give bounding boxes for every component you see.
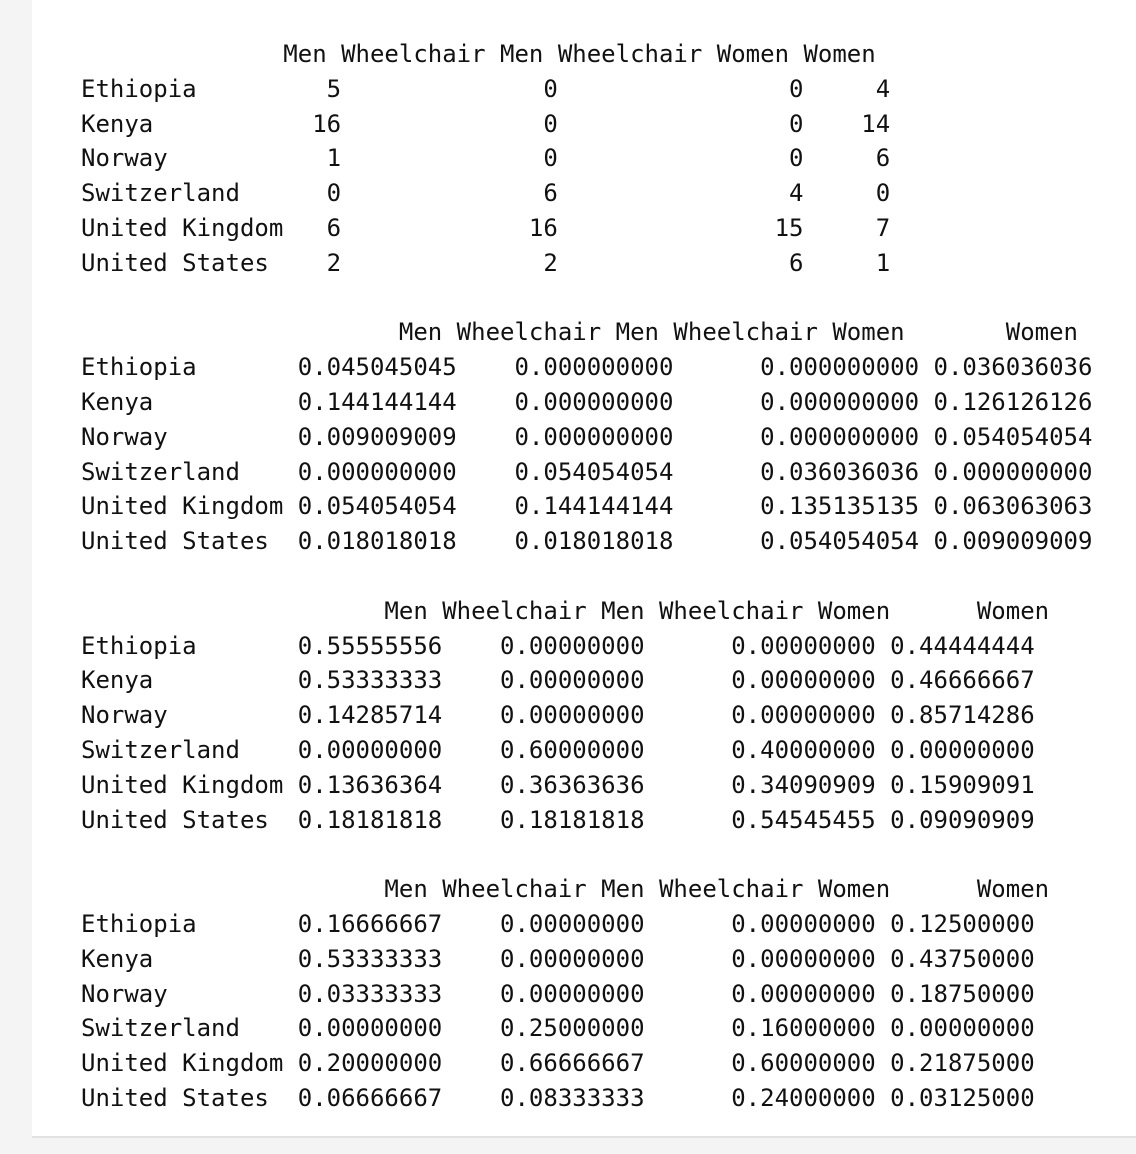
- table-row: United Kingdom 0.13636364 0.36363636 0.34090909 0.15909091: [81, 770, 1035, 799]
- table-row: Switzerland 0 6 4 0: [81, 179, 891, 208]
- table-row: Kenya 0.53333333 0.00000000 0.00000000 0.46666667: [81, 666, 1035, 695]
- table-header-column-proportions: Men Wheelchair Men Wheelchair Women Women: [81, 875, 1050, 904]
- table-row: Switzerland 0.00000000 0.25000000 0.16000000 0.00000000: [81, 1014, 1035, 1043]
- table-row: United States 0.018018018 0.018018018 0.054054054 0.009009009: [81, 527, 1093, 556]
- blank-line: [81, 837, 1092, 872]
- table-row: Kenya 16 0 0 14: [81, 109, 891, 138]
- blank-line: [81, 559, 1092, 594]
- table-row: Switzerland 0.000000000 0.054054054 0.036036036 0.000000000: [81, 457, 1093, 486]
- table-row: Norway 0.009009009 0.000000000 0.000000000 0.054054054: [81, 422, 1093, 451]
- table-row: Kenya 0.53333333 0.00000000 0.00000000 0.43750000: [81, 944, 1035, 973]
- table-header-row-proportions: Men Wheelchair Men Wheelchair Women Women: [81, 596, 1050, 625]
- table-row: Ethiopia 0.55555556 0.00000000 0.00000000 0.44444444: [81, 631, 1035, 660]
- table-row: United Kingdom 0.054054054 0.144144144 0.135135135 0.063063063: [81, 492, 1093, 521]
- table-row: United Kingdom 6 16 15 7: [81, 213, 891, 242]
- table-header-overall-proportions: Men Wheelchair Men Wheelchair Women Women: [81, 318, 1078, 347]
- table-row: United States 0.06666667 0.08333333 0.24000000 0.03125000: [81, 1083, 1035, 1112]
- table-header-counts: Men Wheelchair Men Wheelchair Women Women: [81, 40, 876, 68]
- panel-bottom-border: [32, 1136, 1136, 1138]
- table-row: Kenya 0.144144144 0.000000000 0.000000000 0.126126126: [81, 387, 1093, 416]
- table-row: United States 0.18181818 0.18181818 0.54545455 0.09090909: [81, 805, 1035, 834]
- table-row: Norway 1 0 0 6: [81, 144, 891, 173]
- table-row: Ethiopia 0.16666667 0.00000000 0.00000000 0.12500000: [81, 909, 1035, 938]
- table-row: Switzerland 0.00000000 0.60000000 0.40000000 0.00000000: [81, 735, 1035, 764]
- blank-line: [81, 281, 1092, 316]
- table-row: Ethiopia 5 0 0 4: [81, 74, 891, 103]
- table-row: United States 2 2 6 1: [81, 248, 891, 277]
- r-console-output: [81, 37, 1092, 1116]
- table-row: United Kingdom 0.20000000 0.66666667 0.60000000 0.21875000: [81, 1049, 1035, 1078]
- table-row: Norway 0.14285714 0.00000000 0.00000000 0.85714286: [81, 701, 1035, 730]
- table-row: Ethiopia 0.045045045 0.000000000 0.000000000 0.036036036: [81, 353, 1093, 382]
- table-row: Norway 0.03333333 0.00000000 0.00000000 0.18750000: [81, 979, 1035, 1008]
